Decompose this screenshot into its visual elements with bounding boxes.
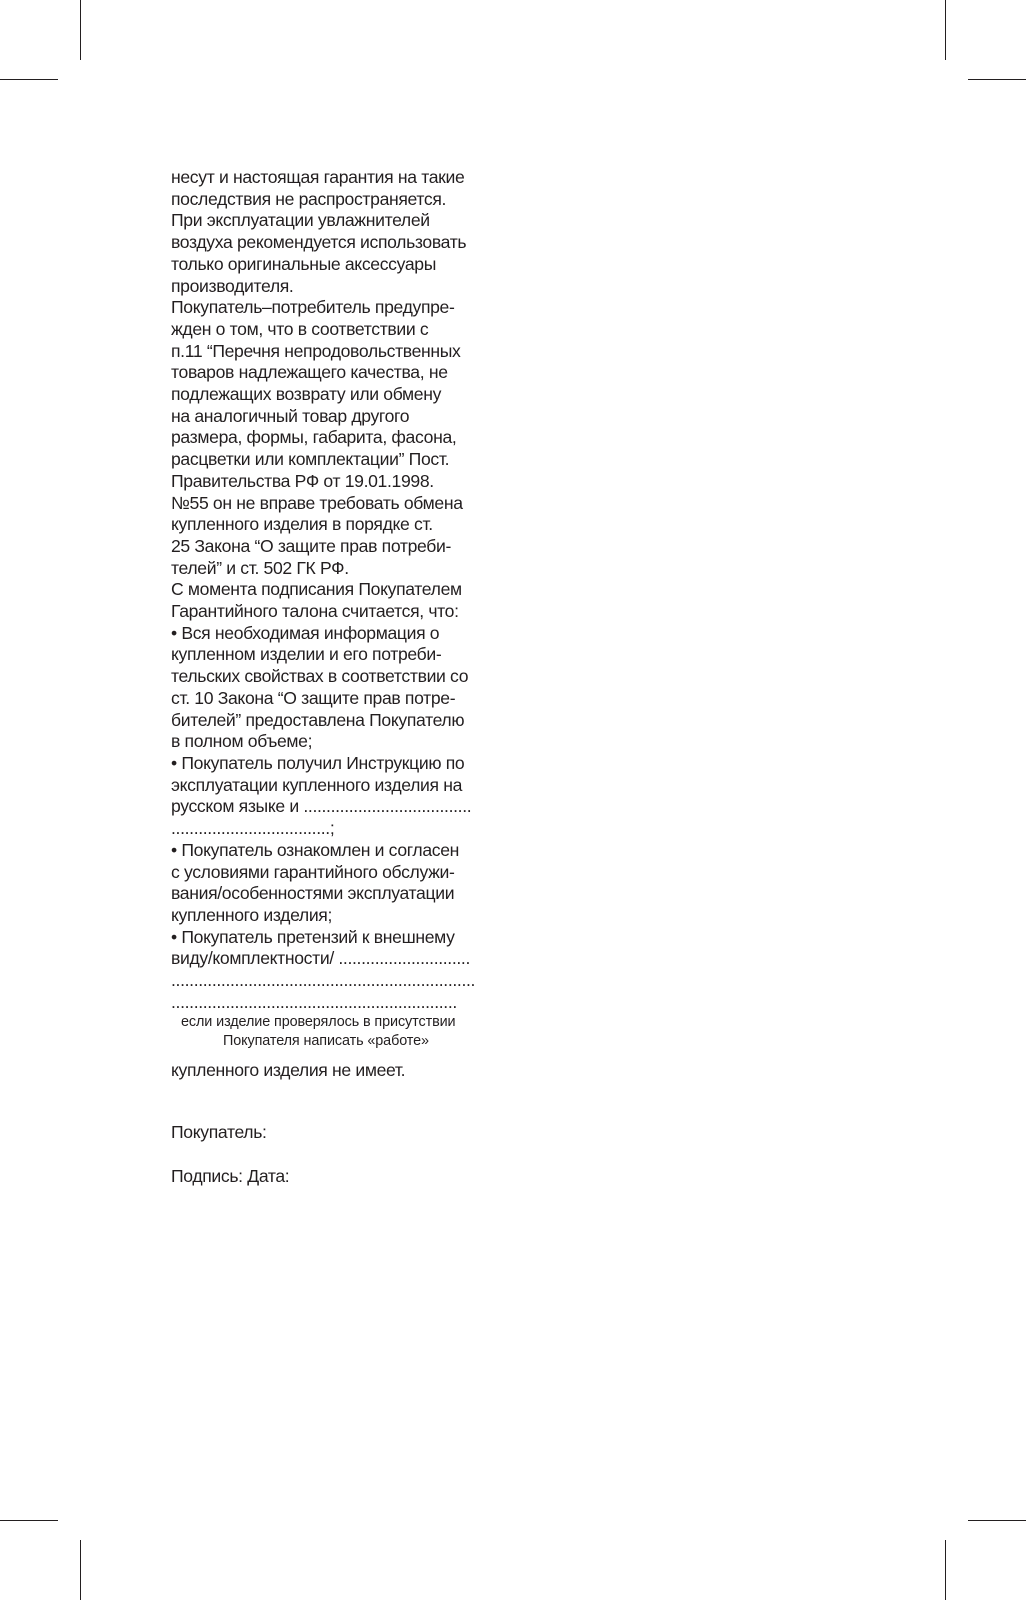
text-line: виду/комплектности/ .............................: [171, 948, 470, 969]
text-line: вания/особенностями эксплуатации: [171, 883, 455, 904]
text-line: Гарантийного талона считается, что:: [171, 601, 459, 622]
text-line: с условиями гарантийного обслужи-: [171, 861, 455, 882]
crop-mark-bottom-left-vertical: [80, 1540, 81, 1600]
text-line: • Покупатель претензий к внешнему: [171, 926, 455, 947]
text-line: подлежащих возврату или обмену: [171, 384, 442, 405]
body-text: [171, 167, 507, 1013]
text-line: в полном объеме;: [171, 731, 313, 752]
text-line: п.11 “Перечня непродовольственных: [171, 340, 461, 361]
text-line: ст. 10 Закона “О защите прав потре-: [171, 687, 456, 708]
text-line: ...................................................................: [171, 970, 476, 991]
text-line: • Покупатель получил Инструкцию по: [171, 752, 465, 773]
text-line: размера, формы, габарита, фасона,: [171, 427, 457, 448]
text-line: купленного изделия;: [171, 904, 333, 925]
warranty-text-column: [171, 167, 507, 1188]
crop-mark-top-left-horizontal: [0, 79, 58, 80]
crop-mark-top-right-vertical: [945, 0, 946, 60]
note-line: если изделие проверялось в присутствии: [181, 1014, 456, 1031]
crop-mark-bottom-left-horizontal: [0, 1520, 58, 1521]
text-line: несут и настоящая гарантия на такие: [171, 167, 465, 187]
crop-mark-top-right-horizontal: [968, 79, 1026, 80]
note-line: Покупателя написать «работе»: [223, 1033, 429, 1050]
buyer-label: Покупатель:: [171, 1122, 267, 1143]
text-line: эксплуатации купленного изделия на: [171, 774, 462, 795]
closing-line: купленного изделия не имеет.: [171, 1060, 406, 1081]
text-line: 25 Закона “О защите прав потреби-: [171, 535, 451, 556]
text-line: расцветки или комплектации” Пост.: [171, 449, 450, 470]
fill-in-note: [171, 1013, 507, 1051]
text-line: производителя.: [171, 275, 294, 296]
text-line: №55 он не вправе требовать обмена: [171, 492, 463, 513]
text-line: ...............................................................: [171, 991, 457, 1012]
text-line: на аналогичный товар другого: [171, 405, 410, 426]
text-line: купленного изделия в порядке ст.: [171, 514, 433, 535]
text-line: русском языке и .....................................: [171, 796, 472, 817]
text-line: товаров надлежащего качества, не: [171, 362, 448, 383]
text-line: последствия не распространяется.: [171, 188, 447, 209]
text-line: • Вся необходимая информация о: [171, 622, 440, 643]
text-line: воздуха рекомендуется использовать: [171, 232, 467, 253]
signature-date-label: Подпись: Дата:: [171, 1165, 290, 1186]
text-line: Покупатель–потребитель предупре-: [171, 297, 455, 318]
crop-mark-top-left-vertical: [80, 0, 81, 60]
text-line: бителей” предоставлена Покупателю: [171, 709, 465, 730]
text-line: жден о том, что в соответствии с: [171, 318, 429, 339]
text-line: купленном изделии и его потреби-: [171, 644, 442, 665]
crop-mark-bottom-right-horizontal: [968, 1520, 1026, 1521]
text-line: ...................................;: [171, 818, 335, 839]
text-line: тельских свойствах в соответствии со: [171, 666, 469, 687]
text-line: • Покупатель ознакомлен и согласен: [171, 839, 460, 860]
text-line: телей” и ст. 502 ГК РФ.: [171, 557, 349, 578]
text-line: только оригинальные аксессуары: [171, 253, 437, 274]
text-line: Правительства РФ от 19.01.1998.: [171, 470, 434, 491]
text-line: При эксплуатации увлажнителей: [171, 210, 430, 231]
text-line: С момента подписания Покупателем: [171, 579, 462, 600]
crop-mark-bottom-right-vertical: [945, 1540, 946, 1600]
